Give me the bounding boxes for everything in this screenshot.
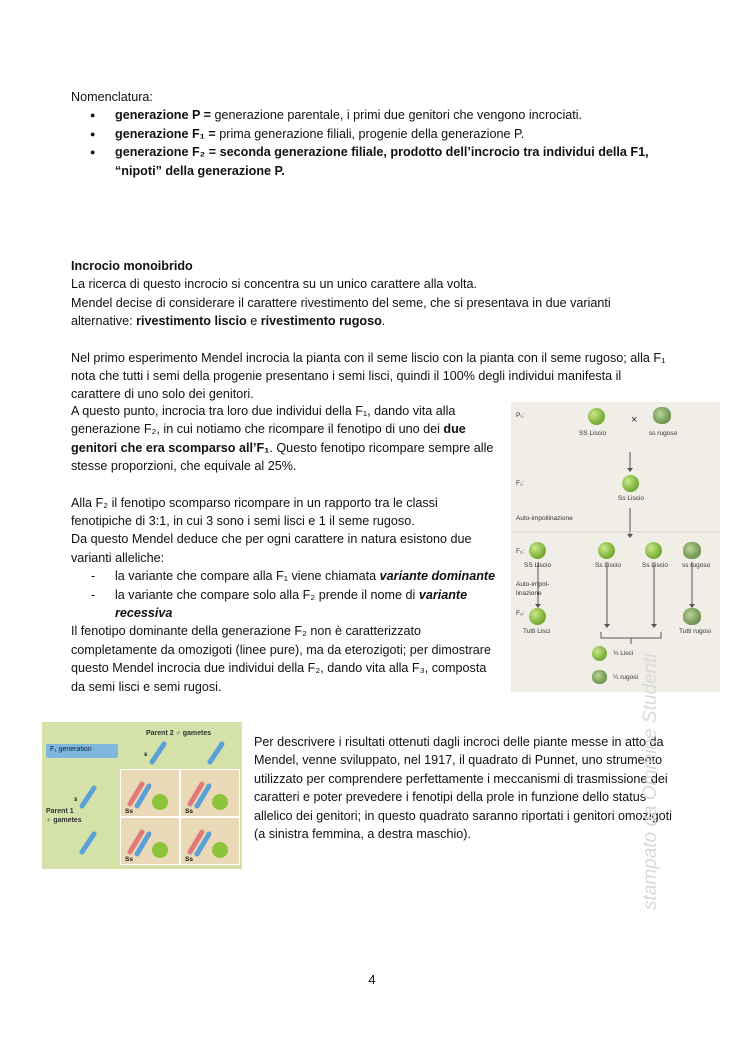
text-run: variante dominante: [379, 569, 496, 584]
parent1-label: Parent 1: [46, 808, 74, 815]
cross-symbol: ×: [631, 414, 638, 426]
paragraph: Da questo Mendel deduce che per ogni carattere in natura esistono due varianti alleliche:: [71, 532, 472, 565]
text-run: e: [246, 314, 261, 329]
paragraph: Nel primo esperimento Mendel incrocia la pianta con il seme liscio con la pianta con il seme rugoso; alla F₁ nota che tutti i semi della progenie presentano i semi lisci, quindi il 100% degli individui manifesta il carattere di uno solo dei genitori.: [71, 350, 666, 402]
paragraph: Il fenotipo dominante della generazione F₂ non è caratterizzato completamente da omozigoti (linee pure), ma da eterozigoti; per dimostrare questo Mendel incrocia due individui della F₂, dando vita alla F₃, composta da semi lisci e semi rugosi.: [71, 624, 491, 694]
text-run: A questo punto, incrocia tra loro due individui della F₁, dando vita alla generazione F₂, in cui notiamo che ricompare il fenotipo di uno dei: [71, 404, 456, 437]
pea-label: ss rugoso: [682, 562, 711, 569]
smooth-pea-icon: [529, 608, 546, 625]
page-number: 4: [368, 972, 376, 987]
wrinkled-pea-icon: [592, 670, 607, 684]
text-run: la variante che compare solo alla F₂ prende il nome di: [115, 587, 419, 602]
pea-label: SS Liscio: [579, 430, 607, 437]
text-run: . Questo fenotipo ricompare sempre alle stesse proporzioni, che equivale al 25%.: [71, 440, 494, 474]
text-run: variante recessiva: [115, 587, 468, 621]
ratio-label: ¼ rugosi: [613, 674, 638, 681]
smooth-pea-icon: [592, 646, 607, 661]
pea-label: SS Liscio: [524, 562, 552, 569]
paragraph: [71, 402, 499, 476]
smooth-pea-icon: [598, 542, 615, 559]
smooth-pea-icon: [622, 475, 639, 492]
left-column-text: [71, 402, 499, 696]
pea-label: Tutti rugosi: [679, 628, 711, 635]
list-item: [71, 143, 671, 180]
list-item: [71, 567, 499, 585]
nomenclature-section: [71, 88, 671, 180]
pea-label: Tutti Lisci: [523, 628, 551, 635]
punnett-paragraph: Per descrivere i risultati ottenuti dagli incroci delle piante messe in atto da Mendel, venne sviluppato, nel 1917, il quadrato di Punnet, uno strumento utilizzato per comprendere perfettamente i meccanismi di trasmissione dei caratteri e poter prevedere i fenotipi della prole in funzione dello status allelico dei genitori; in questo quadrato saranno riportati i genitori omozigoti (a sinistra femmina, a destra maschio).: [254, 735, 672, 842]
term: generazione P =: [115, 108, 212, 123]
definition: generazione parentale, i primi due genitori che vengono incrociati.: [211, 108, 583, 123]
text-run: rivestimento liscio: [136, 314, 247, 329]
allele-list: [71, 567, 499, 622]
genotype-label: Ss: [185, 856, 193, 863]
watermark-text: stampato da Ommine Studenti: [640, 653, 661, 910]
watermark: [638, 520, 662, 920]
text-run: .: [381, 314, 386, 329]
pea-label: ss rugoso: [649, 430, 678, 437]
wrinkled-pea-icon: [683, 608, 701, 625]
genotype-label: Ss: [125, 808, 133, 815]
wrinkled-pea-icon: [653, 407, 671, 424]
f3-label: F₃:: [516, 610, 525, 617]
allele-label: s: [144, 752, 148, 758]
f2-label: F₂:: [516, 548, 525, 555]
pea-label: Ss Liscio: [595, 562, 622, 569]
process-label: Auto-impollinazione: [516, 515, 573, 522]
term: generazione F₂ = seconda generazione filiale, prodotto dell’incrocio tra individui della F1, “nipoti” della generazione P.: [115, 145, 649, 178]
f1-label: F₁:: [516, 480, 524, 487]
monohybrid-section: [71, 257, 671, 404]
genotype-label: Ss: [185, 808, 193, 815]
smooth-pea-icon: [588, 408, 605, 425]
ratio-label: ¾ Lisci: [613, 650, 634, 657]
text-run: la variante che compare alla F₁ viene chiamata: [115, 569, 380, 584]
pea-label: Ss Liscio: [642, 562, 669, 569]
paragraph: Alla F₂ il fenotipo scomparso ricompare in un rapporto tra le classi fenotipiche di 3:1, in cui 3 sono i semi lisci e 1 il seme rugoso.: [71, 495, 438, 529]
parent1-label: ♀ gametes: [46, 817, 82, 824]
smooth-pea-icon: [529, 542, 546, 559]
process-label: Auto-impol-: [516, 581, 550, 588]
list-item: [71, 125, 671, 143]
paragraph: [71, 294, 671, 331]
allele-label: s: [74, 797, 78, 803]
definition: prima generazione filiali, progenie della generazione P.: [215, 126, 525, 141]
p-label: P₁:: [516, 412, 525, 419]
pea-label: Ss Liscio: [618, 495, 645, 502]
chromosome-icons: [42, 722, 242, 869]
list-item: [71, 586, 499, 623]
punnett-square-figure: [42, 722, 242, 869]
term: generazione F₁ =: [115, 126, 216, 141]
mendel-cross-figure: [511, 402, 720, 692]
text-run: due genitori che era scomparso all’F₁: [71, 422, 466, 455]
nomenclature-heading: Nomenclatura:: [71, 90, 153, 104]
process-label: linazione: [516, 590, 542, 597]
list-item: [71, 106, 671, 124]
text-run: Mendel decise di considerare il carattere rivestimento del seme, che si presentava in due varianti alternative:: [71, 295, 611, 329]
paragraph: La ricerca di questo incrocio si concentra su un unico carattere alla volta.: [71, 277, 478, 292]
section-title: Incrocio monoibrido: [71, 259, 193, 273]
parent2-label: Parent 2 ♂ gametes: [146, 730, 212, 737]
wrinkled-pea-icon: [683, 542, 701, 559]
text-run: rivestimento rugoso: [260, 314, 382, 329]
nomenclature-list: [71, 106, 671, 180]
f1-generation-label: F₁ generation: [50, 746, 92, 753]
genotype-label: Ss: [125, 856, 133, 863]
